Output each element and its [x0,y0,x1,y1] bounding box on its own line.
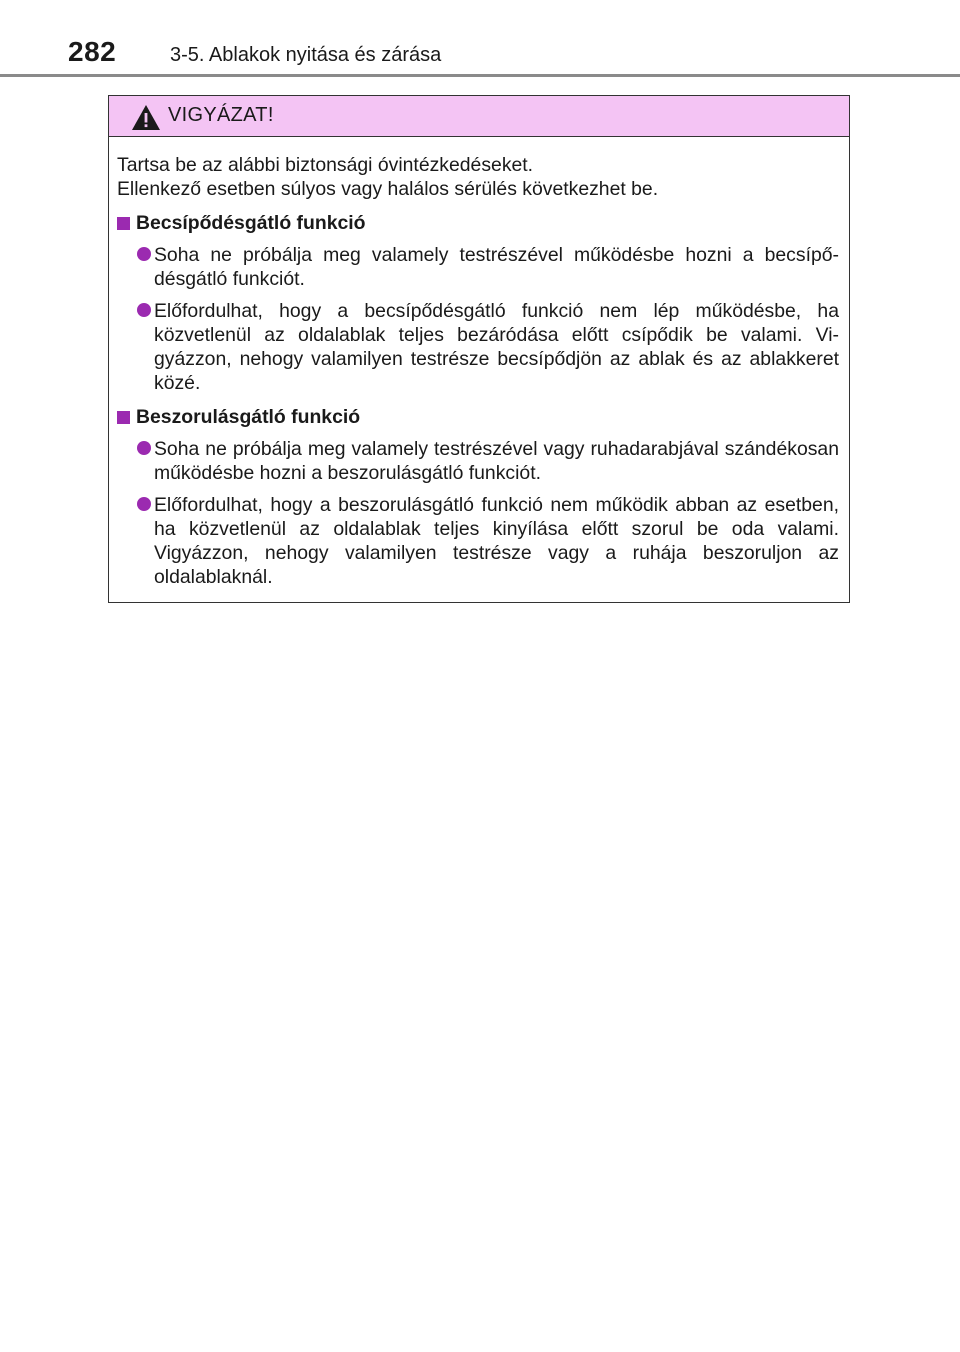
circle-bullet-icon [137,497,151,511]
intro-line: Ellenkező esetben súlyos vagy halálos sérülés következhet be. [117,178,659,200]
list-item-text: Soha ne próbálja meg valamely testrészével működésbe hozni a becsípődésgátló funkciót. [154,244,839,290]
warning-body [109,137,849,589]
section-title: 3-5. Ablakok nyitása és zárása [170,44,442,66]
square-bullet-icon [117,411,130,424]
section-heading-text: Becsípődésgátló funkció [136,212,366,234]
warning-title: VIGYÁZAT! [168,104,274,126]
list-item-text: Előfordulhat, hogy a beszorulásgátló funkció nem működik abban az esetben, ha közvetlenül az oldalablak teljes kinyílása előtt szorul be oda valami. Vigyázzon, nehogy valamilyen testrésze vagy a ruhája beszoruljon az oldalablaknál. [154,494,839,588]
header-rule [0,74,960,77]
list-item [117,243,839,291]
page-header [0,0,960,80]
list-item [117,493,839,589]
section-heading-text: Beszorulásgátló funkció [136,406,361,428]
warning-header [109,96,849,137]
square-bullet-icon [117,217,130,230]
circle-bullet-icon [137,441,151,455]
intro-line: Tartsa be az alábbi biztonsági óvintézkedéseket. [117,154,534,176]
warning-triangle-icon [131,104,161,131]
list-item-text: Előfordulhat, hogy a becsípődésgátló funkció nem lép működésbe, ha közvetlenül az oldalablak teljes bezáródása előtt csípődik be valami. Vigyázzon, nehogy valamilyen testrésze becsípődjön az ablak és az ablakkeret közé. [154,300,839,394]
list-item [117,299,839,395]
warning-box [108,95,850,603]
section-heading [117,211,839,235]
list-item-text: Soha ne próbálja meg valamely testrészével vagy ruhadarabjával szándékosan működésbe hozni a beszorulásgátló funkciót. [154,438,839,484]
section-heading [117,405,839,429]
circle-bullet-icon [137,247,151,261]
page-number: 282 [68,36,117,67]
list-item [117,437,839,485]
circle-bullet-icon [137,303,151,317]
